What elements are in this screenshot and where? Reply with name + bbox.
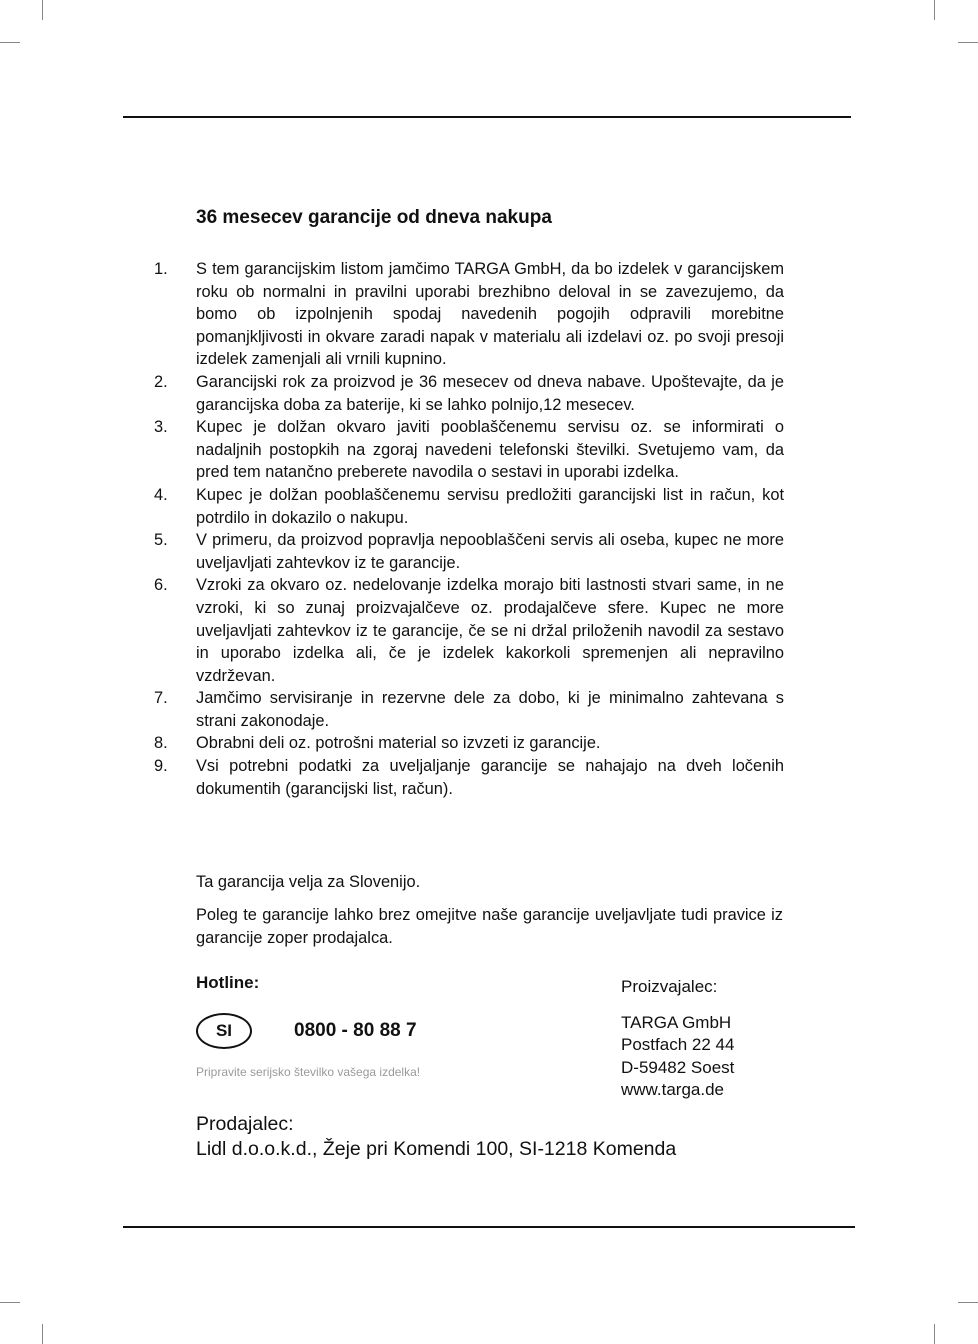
list-item: [154, 258, 784, 371]
header-rule: [123, 116, 851, 118]
list-item: [154, 484, 784, 529]
crop-mark: [42, 0, 43, 20]
item-text: S tem garancijskim listom jamčimo TARGA GmbH, da bo izdelek v garancijskem roku ob normalni in pravilni uporabi brezhibno deloval in se zavezujemo, da bomo ob izpolnjenih spodaj navedenih pogojih odpravili morebitne pomanjkljivosti in okvare zaradi napak v materialu ali izdelavi oz. po svoji presoji izdelek zamenjali ali vrnili kupnino.: [196, 260, 784, 369]
serial-number-note: Pripravite serijsko številko vašega izdelka!: [196, 1065, 421, 1079]
country-badge: [196, 1013, 252, 1049]
additional-rights-text: Poleg te garancije lahko brez omejitve naše garancije uveljavljate tudi pravice iz garancije zoper prodajalca.: [196, 906, 783, 947]
item-text: Garancijski rok za proizvod je 36 mesecev od dneva nabave. Upoštevajte, da je garancijska doba za baterije, ki se lahko polnijo,12 mesecev.: [196, 372, 784, 414]
list-item: [154, 371, 784, 416]
seller-details: Lidl d.o.o.k.d., Žeje pri Komendi 100, SI-1218 Komenda: [196, 1138, 677, 1160]
hotline-phone: 0800 - 80 88 7: [294, 1020, 417, 1041]
item-number: 8.: [154, 734, 168, 753]
crop-mark: [0, 42, 20, 43]
item-text: Jamčimo servisiranje in rezervne dele za dobo, ki je minimalno zahtevana s strani zakonodaje.: [196, 689, 784, 730]
manufacturer-label: Proizvajalec:: [621, 977, 718, 996]
crop-mark: [42, 1324, 43, 1344]
item-text: Kupec je dolžan okvaro javiti pooblaščenemu servisu oz. se informirati o nadaljnih postopkih na zgoraj navedeni telefonski številki. Svetujemo vam, da pred tem natančno preberete navodila o sestavi in uporabi izdelka.: [196, 418, 784, 482]
crop-mark: [0, 1302, 20, 1303]
seller-block: [196, 1112, 676, 1162]
list-item: [154, 529, 784, 574]
item-text: Obrabni deli oz. potrošni material so izvzeti iz garancije.: [196, 734, 601, 753]
item-number: 3.: [154, 418, 168, 437]
crop-mark: [958, 42, 978, 43]
item-text: V primeru, da proizvod popravlja nepooblaščeni servis ali oseba, kupec ne more uveljavljati zahtevkov iz te garancije.: [196, 531, 784, 572]
manufacturer-block: [621, 976, 734, 1102]
item-number: 6.: [154, 576, 168, 595]
manufacturer-website: www.targa.de: [621, 1080, 724, 1099]
item-text: Vzroki za okvaro oz. nedelovanje izdelka morajo biti lastnosti stvari same, in ne vzroki, ki so zunaj proizvajalčeve oz. prodajalčeve sfere. Kupec ne more uveljavljati zahtevkov iz te garancije, če se ni držal priloženih navodil za sestavo in uporabo izdelka ali, če je izdelek kakorkoli spremenjen ali nepravilno vzdrževan.: [196, 576, 784, 685]
item-number: 1.: [154, 260, 168, 278]
item-number: 9.: [154, 757, 168, 776]
item-text: Kupec je dolžan pooblaščenemu servisu predložiti garancijski list in račun, kot potrdilo in dokazilo o nakupu.: [196, 485, 784, 527]
item-number: 4.: [154, 485, 168, 504]
manufacturer-address-line: D-59482 Soest: [621, 1057, 735, 1077]
item-number: 5.: [154, 531, 168, 550]
manufacturer-address-line: Postfach 22 44: [621, 1035, 735, 1054]
validity-text: Ta garancija velja za Slovenijo.: [196, 873, 421, 891]
seller-label: Prodajalec:: [196, 1113, 294, 1135]
crop-mark: [934, 1324, 935, 1344]
list-item: [154, 687, 784, 732]
list-item: [154, 416, 784, 484]
footer-rule: [123, 1226, 855, 1228]
list-item: [154, 732, 784, 755]
list-item: [154, 755, 784, 800]
item-number: 2.: [154, 372, 168, 391]
warranty-terms-list: [154, 258, 784, 800]
hotline-label: Hotline:: [196, 973, 260, 992]
item-text: Vsi potrebni podatki za uveljaljanje garancije se nahajajo na dveh ločenih dokumentih (garancijski list, račun).: [196, 757, 784, 798]
item-number: 7.: [154, 689, 168, 708]
crop-mark: [934, 0, 935, 20]
page-title: 36 mesecev garancije od dneva nakupa: [196, 207, 552, 228]
country-code: SI: [215, 1021, 233, 1040]
manufacturer-name: TARGA GmbH: [621, 1012, 732, 1032]
list-item: [154, 574, 784, 687]
crop-mark: [958, 1302, 978, 1303]
